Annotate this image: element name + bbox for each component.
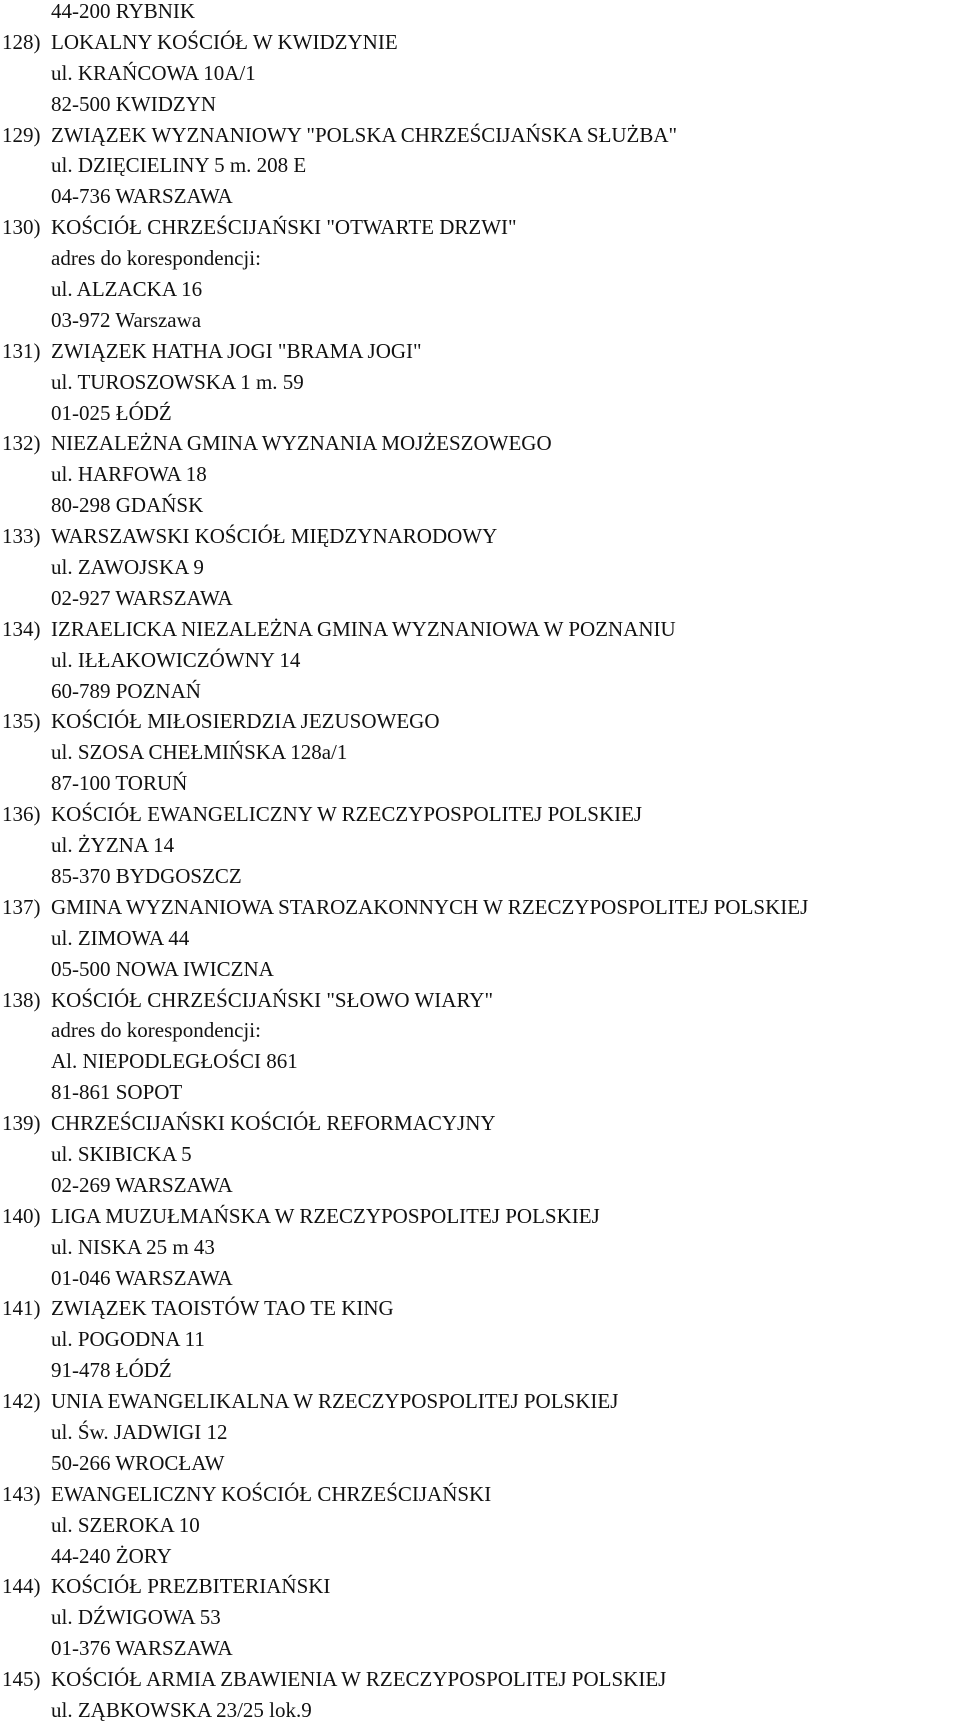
entry-name: KOŚCIÓŁ MIŁOSIERDZIA JEZUSOWEGO bbox=[51, 709, 440, 734]
address-line-row bbox=[0, 89, 960, 120]
entry-name-row bbox=[0, 614, 960, 645]
entry-number: 142) bbox=[2, 1389, 41, 1414]
address-line-row bbox=[0, 645, 960, 676]
entry-name-row bbox=[0, 212, 960, 243]
address-line: ul. KRAŃCOWA 10A/1 bbox=[51, 60, 256, 85]
entry-name-row bbox=[0, 1201, 960, 1232]
entry-number: 145) bbox=[2, 1667, 41, 1692]
address-line-row bbox=[0, 274, 960, 305]
entry-name-row bbox=[0, 892, 960, 923]
address-line-row bbox=[0, 583, 960, 614]
entry-number: 138) bbox=[2, 987, 41, 1012]
address-line-row bbox=[0, 398, 960, 429]
address-line: Al. NIEPODLEGŁOŚCI 861 bbox=[51, 1049, 298, 1074]
address-line-row bbox=[0, 1324, 960, 1355]
address-line: 85-370 BYDGOSZCZ bbox=[51, 863, 242, 888]
entry-name: GMINA WYZNANIOWA STAROZAKONNYCH W RZECZYPOSPOLITEJ POLSKIEJ bbox=[51, 894, 809, 919]
entry-name: KOŚCIÓŁ CHRZEŚCIJAŃSKI "SŁOWO WIARY" bbox=[51, 987, 494, 1012]
entry-number: 141) bbox=[2, 1296, 41, 1321]
address-line: ul. ALZACKA 16 bbox=[51, 277, 203, 302]
address-line-row bbox=[0, 490, 960, 521]
address-line-row bbox=[0, 1417, 960, 1448]
entry-name-row bbox=[0, 706, 960, 737]
address-line: ul. ZAWOJSKA 9 bbox=[51, 555, 204, 580]
address-line: 01-025 ŁÓDŹ bbox=[51, 400, 172, 425]
entry-name: EWANGELICZNY KOŚCIÓŁ CHRZEŚCIJAŃSKI bbox=[51, 1481, 492, 1506]
address-line: ul. NISKA 25 m 43 bbox=[51, 1234, 215, 1259]
address-line-row bbox=[0, 58, 960, 89]
address-line-row bbox=[0, 1046, 960, 1077]
entry-number: 130) bbox=[2, 215, 41, 240]
address-line: 01-376 WARSZAWA bbox=[51, 1636, 233, 1661]
address-line-row bbox=[0, 1510, 960, 1541]
entry-number: 135) bbox=[2, 709, 41, 734]
address-line-row bbox=[0, 737, 960, 768]
address-line: ul. IŁŁAKOWICZÓWNY 14 bbox=[51, 647, 301, 672]
entry-name: ZWIĄZEK WYZNANIOWY "POLSKA CHRZEŚCIJAŃSKA SŁUŻBA" bbox=[51, 122, 678, 147]
address-line: 02-269 WARSZAWA bbox=[51, 1172, 233, 1197]
address-line: ul. Św. JADWIGI 12 bbox=[51, 1419, 228, 1444]
address-line: ul. SZEROKA 10 bbox=[51, 1512, 200, 1537]
address-line-row bbox=[0, 954, 960, 985]
entry-name: KOŚCIÓŁ EWANGELICZNY W RZECZYPOSPOLITEJ POLSKIEJ bbox=[51, 802, 643, 827]
entry-number: 133) bbox=[2, 524, 41, 549]
address-line-row bbox=[0, 367, 960, 398]
address-line: ul. SZOSA CHEŁMIŃSKA 128a/1 bbox=[51, 740, 348, 765]
address-line: ul. DZIĘCIELINY 5 m. 208 E bbox=[51, 153, 307, 178]
address-line-row bbox=[0, 1170, 960, 1201]
address-line: 04-736 WARSZAWA bbox=[51, 184, 233, 209]
address-line: 81-861 SOPOT bbox=[51, 1080, 183, 1105]
entry-name: WARSZAWSKI KOŚCIÓŁ MIĘDZYNARODOWY bbox=[51, 524, 498, 549]
address-line: 02-927 WARSZAWA bbox=[51, 585, 233, 610]
address-line: ul. ŻYZNA 14 bbox=[51, 833, 175, 858]
entry-name-row bbox=[0, 799, 960, 830]
address-line-row bbox=[0, 305, 960, 336]
address-line-row bbox=[0, 150, 960, 181]
address-line: ul. ZIMOWA 44 bbox=[51, 925, 190, 950]
address-line-row bbox=[0, 552, 960, 583]
address-line-row bbox=[0, 1263, 960, 1294]
entry-name: KOŚCIÓŁ PREZBITERIAŃSKI bbox=[51, 1574, 331, 1599]
address-line-row bbox=[0, 768, 960, 799]
address-line: 80-298 GDAŃSK bbox=[51, 493, 204, 518]
address-line-row bbox=[0, 1139, 960, 1170]
entry-name-row bbox=[0, 521, 960, 552]
address-line: ul. DŹWIGOWA 53 bbox=[51, 1605, 221, 1630]
entry-name-row bbox=[0, 428, 960, 459]
entry-name: LIGA MUZUŁMAŃSKA W RZECZYPOSPOLITEJ POLSKIEJ bbox=[51, 1203, 600, 1228]
entry-number: 144) bbox=[2, 1574, 41, 1599]
address-line-row bbox=[0, 181, 960, 212]
address-line-row bbox=[0, 459, 960, 490]
address-line-row bbox=[0, 1077, 960, 1108]
entry-name: ZWIĄZEK HATHA JOGI "BRAMA JOGI" bbox=[51, 338, 422, 363]
address-line: 05-500 NOWA IWICZNA bbox=[51, 956, 274, 981]
address-line: adres do korespondencji: bbox=[51, 1018, 261, 1043]
address-line-row bbox=[0, 1015, 960, 1046]
address-line-row bbox=[0, 243, 960, 274]
address-line: 82-500 KWIDZYN bbox=[51, 91, 217, 116]
address-line-row bbox=[0, 923, 960, 954]
entry-number: 143) bbox=[2, 1481, 41, 1506]
address-line: ul. ZĄBKOWSKA 23/25 lok.9 bbox=[51, 1697, 312, 1722]
address-line-row bbox=[0, 1448, 960, 1479]
entry-number: 134) bbox=[2, 616, 41, 641]
address-line: adres do korespondencji: bbox=[51, 246, 261, 271]
entry-number: 131) bbox=[2, 338, 41, 363]
entry-name: CHRZEŚCIJAŃSKI KOŚCIÓŁ REFORMACYJNY bbox=[51, 1111, 496, 1136]
entry-number: 139) bbox=[2, 1111, 41, 1136]
address-line: 44-240 ŻORY bbox=[51, 1543, 172, 1568]
entry-name-row bbox=[0, 336, 960, 367]
address-line-row bbox=[0, 676, 960, 707]
entry-name-row bbox=[0, 1293, 960, 1324]
address-line: 91-478 ŁÓDŹ bbox=[51, 1358, 172, 1383]
address-line: ul. HARFOWA 18 bbox=[51, 462, 207, 487]
entry-name: NIEZALEŻNA GMINA WYZNANIA MOJŻESZOWEGO bbox=[51, 431, 552, 456]
entry-name-row bbox=[0, 1571, 960, 1602]
entry-name: IZRAELICKA NIEZALEŻNA GMINA WYZNANIOWA W POZNANIU bbox=[51, 616, 676, 641]
address-line-row bbox=[0, 861, 960, 892]
entry-name-row bbox=[0, 120, 960, 151]
address-line-row bbox=[0, 1695, 960, 1726]
address-line: 01-046 WARSZAWA bbox=[51, 1265, 233, 1290]
entry-name: KOŚCIÓŁ ARMIA ZBAWIENIA W RZECZYPOSPOLITEJ POLSKIEJ bbox=[51, 1667, 667, 1692]
entry-number: 128) bbox=[2, 29, 41, 54]
entry-name: LOKALNY KOŚCIÓŁ W KWIDZYNIE bbox=[51, 29, 398, 54]
address-line-row bbox=[0, 1602, 960, 1633]
address-line-row bbox=[0, 1633, 960, 1664]
entry-name-row bbox=[0, 1664, 960, 1695]
entry-number: 129) bbox=[2, 122, 41, 147]
entry-name: KOŚCIÓŁ CHRZEŚCIJAŃSKI "OTWARTE DRZWI" bbox=[51, 215, 517, 240]
address-line: ul. SKIBICKA 5 bbox=[51, 1141, 192, 1166]
address-line-row bbox=[0, 1232, 960, 1263]
entry-name-row bbox=[0, 1386, 960, 1417]
entry-name: ZWIĄZEK TAOISTÓW TAO TE KING bbox=[51, 1296, 394, 1321]
address-line: 44-200 RYBNIK bbox=[51, 0, 196, 23]
address-line-row bbox=[0, 830, 960, 861]
address-line: 60-789 POZNAŃ bbox=[51, 678, 201, 703]
address-line: 03-972 Warszawa bbox=[51, 307, 202, 332]
address-line: 50-266 WROCŁAW bbox=[51, 1450, 225, 1475]
entry-number: 137) bbox=[2, 894, 41, 919]
entry-name-row bbox=[0, 27, 960, 58]
entry-name-row bbox=[0, 985, 960, 1016]
entry-name-row bbox=[0, 1479, 960, 1510]
address-line-row bbox=[0, 1541, 960, 1572]
entry-number: 132) bbox=[2, 431, 41, 456]
entry-name-row bbox=[0, 1108, 960, 1139]
entry-name: UNIA EWANGELIKALNA W RZECZYPOSPOLITEJ POLSKIEJ bbox=[51, 1389, 619, 1414]
entry-number: 140) bbox=[2, 1203, 41, 1228]
address-line-row bbox=[0, 1355, 960, 1386]
address-line-row bbox=[0, 0, 960, 27]
entry-number: 136) bbox=[2, 802, 41, 827]
address-line: ul. POGODNA 11 bbox=[51, 1327, 205, 1352]
address-line: 87-100 TORUŃ bbox=[51, 771, 188, 796]
address-line: ul. TUROSZOWSKA 1 m. 59 bbox=[51, 369, 304, 394]
